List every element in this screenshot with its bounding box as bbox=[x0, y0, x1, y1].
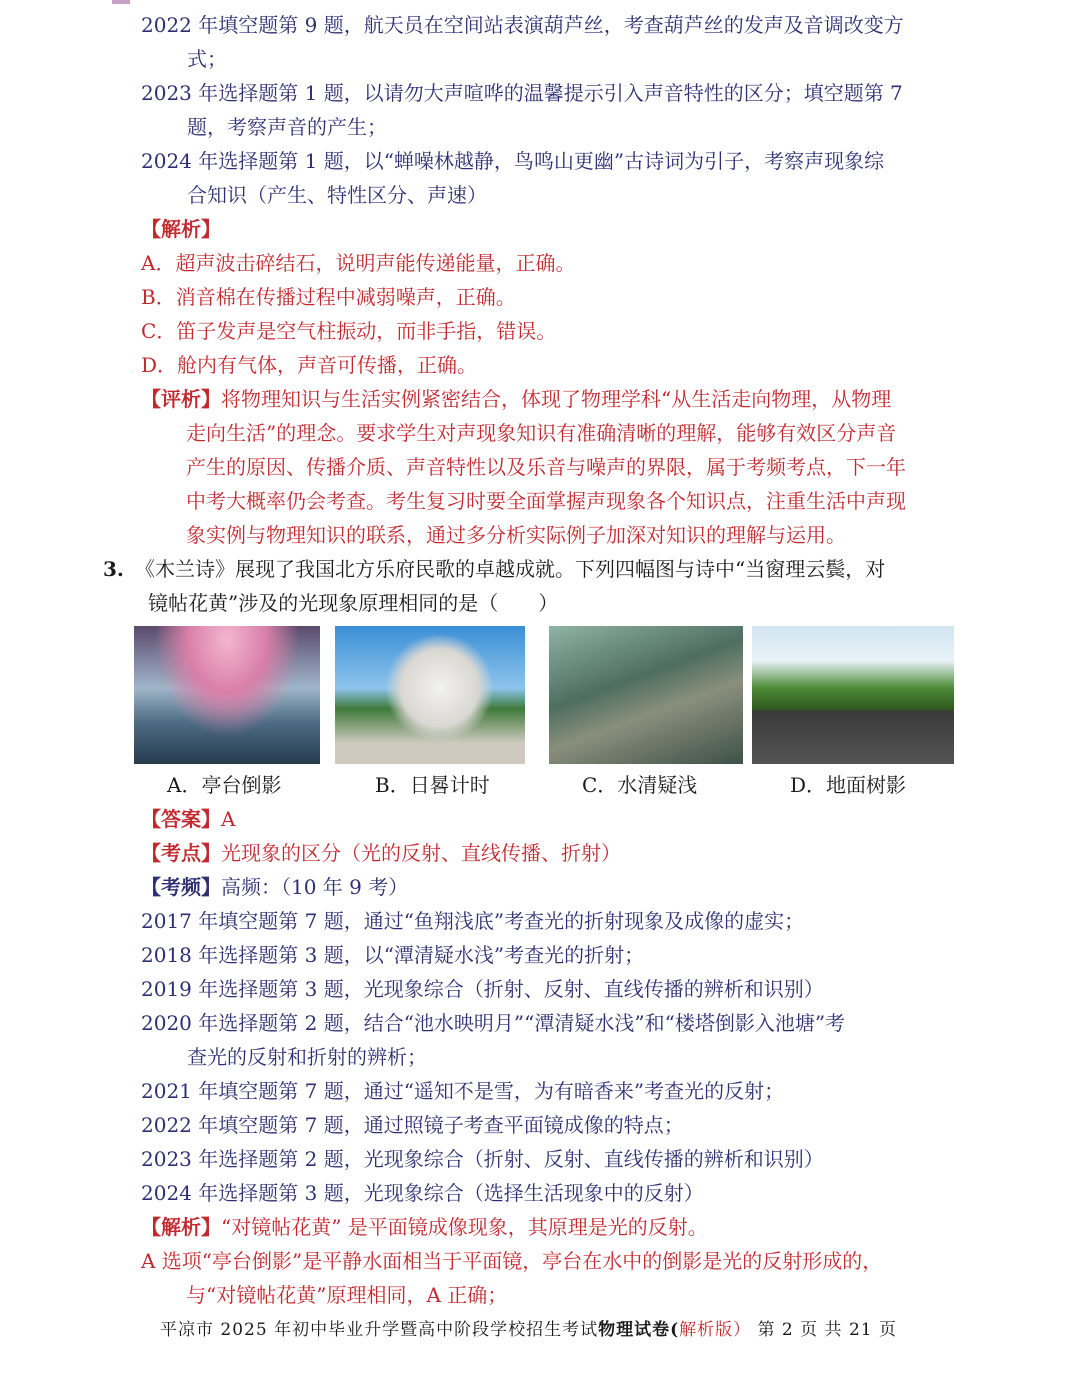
comment-line: 中考大概率仍会考查。考生复习时要全面掌握声现象各个知识点，注重生活中声现 bbox=[186, 489, 906, 513]
page-footer: 平凉市 2025 年初中毕业升学暨高中阶段学校招生考试物理试卷(解析版） 第 2 页 共 21 页 bbox=[160, 1320, 897, 1340]
choice-images bbox=[0, 620, 1080, 768]
freq-line: 2018 年选择题第 3 题，以“潭清疑水浅”考查光的折射； bbox=[141, 943, 645, 967]
choice-captions bbox=[0, 768, 1080, 802]
freq-line: 2023 年选择题第 1 题，以请勿大声喧哗的温馨提示引入声音特性的区分；填空题第 7 bbox=[141, 81, 903, 105]
freq-line-cont: 式； bbox=[187, 47, 227, 71]
freq-line: 2023 年选择题第 2 题，光现象综合（折射、反射、直线传播的辨析和识别） bbox=[141, 1147, 824, 1171]
analysis-option: D．舱内有气体，声音可传播，正确。 bbox=[141, 353, 478, 377]
comment-line: 象实例与物理知识的联系，通过多分析实际例子加深对知识的理解与运用。 bbox=[186, 523, 846, 547]
choice-d: D．地面树影 bbox=[790, 773, 907, 797]
answer-line: 【答案】A bbox=[141, 807, 236, 831]
analysis-heading: 【解析】 bbox=[141, 217, 221, 241]
freq-line: 2022 年填空题第 9 题，航天员在空间站表演葫芦丝，考查葫芦丝的发声及音调改变方 bbox=[141, 13, 904, 37]
choice-b: B．日晷计时 bbox=[375, 773, 490, 797]
comment-line: 【评析】将物理知识与生活实例紧密结合，体现了物理学科“从生活走向物理，从物理 bbox=[141, 387, 892, 411]
pavilion-reflection-image bbox=[134, 626, 320, 764]
point-line: 【考点】光现象的区分（光的反射、直线传播、折射） bbox=[141, 841, 621, 865]
sundial-image bbox=[335, 626, 525, 764]
freq-line: 2019 年选择题第 3 题，光现象综合（折射、反射、直线传播的辨析和识别） bbox=[141, 977, 824, 1001]
comment-line: 走向生活”的理念。要求学生对声现象知识有准确清晰的理解，能够有效区分声音 bbox=[186, 421, 897, 445]
freq-line-cont: 查光的反射和折射的辨析； bbox=[187, 1045, 427, 1069]
freq-line: 2024 年选择题第 3 题，光现象综合（选择生活现象中的反射） bbox=[141, 1181, 704, 1205]
clear-water-image bbox=[549, 626, 743, 764]
analysis-option: A．超声波击碎结石，说明声能传递能量，正确。 bbox=[141, 251, 576, 275]
analysis2-line: 【解析】“对镜帖花黄” 是平面镜成像现象，其原理是光的反射。 bbox=[141, 1215, 708, 1239]
freq-line: 2017 年填空题第 7 题，通过“鱼翔浅底”考查光的折射现象及成像的虚实； bbox=[141, 909, 805, 933]
analysis-option: B．消音棉在传播过程中减弱噪声，正确。 bbox=[141, 285, 516, 309]
top-decoration bbox=[112, 0, 130, 4]
analysis-option: C．笛子发声是空气柱振动，而非手指，错误。 bbox=[141, 319, 557, 343]
question-stem-cont: 镜帖花黄”涉及的光现象原理相同的是（ ） bbox=[148, 591, 559, 615]
freq-line: 2022 年填空题第 7 题，通过照镜子考查平面镜成像的特点； bbox=[141, 1113, 684, 1137]
analysis2-line-cont: 与“对镜帖花黄”原理相同，A 正确； bbox=[186, 1283, 508, 1307]
choice-a: A．亭台倒影 bbox=[167, 773, 282, 797]
freq-line: 2020 年选择题第 2 题，结合“池水映明月”“潭清疑水浅”和“楼塔倒影入池塘”考 bbox=[141, 1011, 846, 1035]
comment-line: 产生的原因、传播介质、声音特性以及乐音与噪声的界限，属于考频考点，下一年 bbox=[186, 455, 906, 479]
question-stem: 3. 《木兰诗》展现了我国北方乐府民歌的卓越成就。下列四幅图与诗中“当窗理云鬓，对 bbox=[103, 557, 886, 581]
frequency-line: 【考频】高频：（10 年 9 考） bbox=[141, 875, 409, 899]
freq-line: 2021 年填空题第 7 题，通过“遥知不是雪，为有暗香来”考查光的反射； bbox=[141, 1079, 785, 1103]
freq-line-cont: 题，考察声音的产生； bbox=[187, 115, 387, 139]
freq-line-cont: 合知识（产生、特性区分、声速） bbox=[187, 183, 487, 207]
analysis2-line: A 选项“亭台倒影”是平静水面相当于平面镜，亭台在水中的倒影是光的反射形成的， bbox=[141, 1249, 883, 1273]
choice-c: C．水清疑浅 bbox=[582, 773, 698, 797]
freq-line: 2024 年选择题第 1 题，以“蝉噪林越静，鸟鸣山更幽”古诗词为引子，考察声现象综 bbox=[141, 149, 885, 173]
tree-shadow-image bbox=[752, 626, 954, 764]
